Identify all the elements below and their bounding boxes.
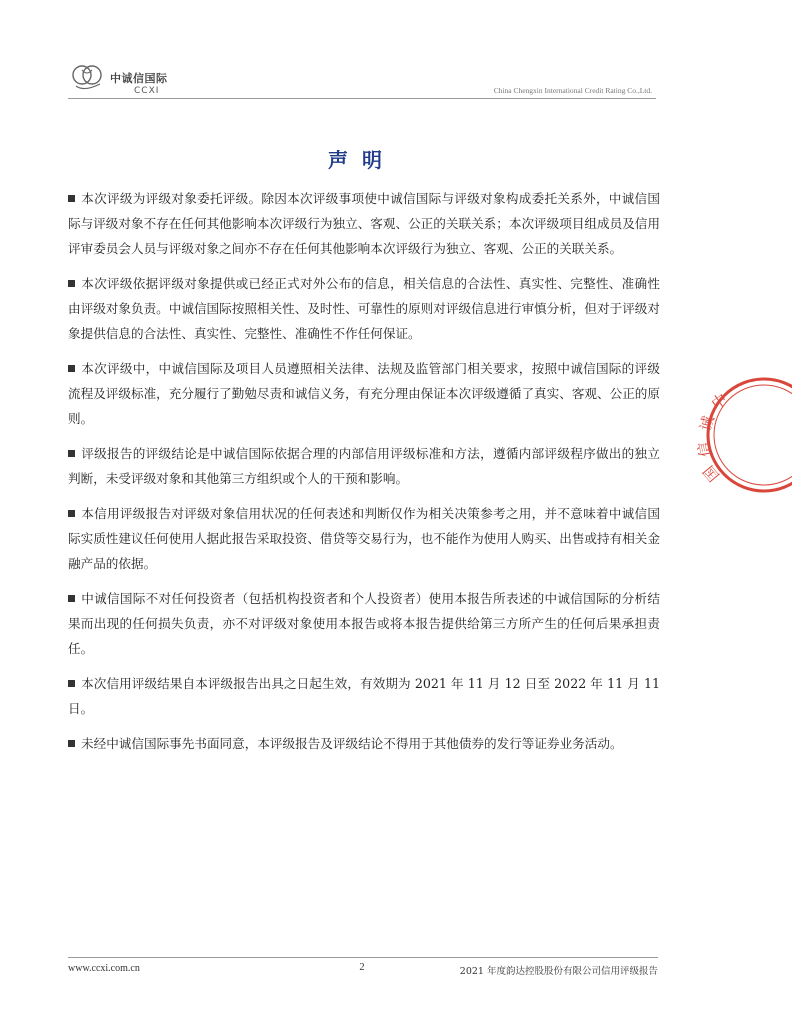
statement-paragraph [68, 186, 660, 261]
square-bullet-icon [68, 740, 75, 747]
footer-report-title: 2021 年度韵达控股股份有限公司信用评级报告 [459, 966, 658, 977]
square-bullet-icon [68, 595, 75, 602]
svg-text:信: 信 [694, 440, 715, 459]
company-name-en: China Chengxin International Credit Rating Co.,Ltd. [493, 86, 652, 95]
svg-text:国: 国 [699, 461, 724, 485]
statement-paragraph [68, 671, 660, 721]
ccxi-logo-icon [70, 62, 106, 94]
statement-paragraph [68, 586, 660, 661]
logo-text-en: CCXI [134, 86, 160, 96]
page-title: 声明 [328, 148, 396, 172]
paragraph-text: 本次评级依据评级对象提供或已经正式对外公布的信息，相关信息的合法性、真实性、完整性、准确性由评级对象负责。中诚信国际按照相关性、及时性、可靠性的原则对评级信息进行审慎分析，但对于评级对象提供信息的合法性、真实性、完整性、准确性不作任何保证。 [68, 276, 660, 341]
statement-paragraph [68, 271, 660, 346]
paragraph-text: 中诚信国际不对任何投资者（包括机构投资者和个人投资者）使用本报告所表述的中诚信国际的分析结果而出现的任何损失负责，亦不对评级对象使用本报告或将本报告提供给第三方所产生的任何后果承担责任。 [68, 591, 660, 656]
company-seal-stamp [694, 370, 792, 500]
statement-paragraph [68, 731, 660, 756]
paragraph-text: 本信用评级报告对评级对象信用状况的任何表述和判断仅作为相关决策参考之用，并不意味着中诚信国际实质性建议任何使用人据此报告采取投资、借贷等交易行为，也不能作为使用人购买、出售或持有相关金融产品的依据。 [68, 506, 660, 571]
square-bullet-icon [68, 365, 75, 372]
paragraph-text: 本次评级中，中诚信国际及项目人员遵照相关法律、法规及监管部门相关要求，按照中诚信国际的评级流程及评级标准，充分履行了勤勉尽责和诚信义务，有充分理由保证本次评级遵循了真实、客观、公正的原则。 [68, 361, 660, 426]
header-divider [68, 98, 656, 99]
statement-paragraph [68, 441, 660, 491]
footer-website: www.ccxi.com.cn [68, 963, 140, 974]
paragraph-text: 本次评级为评级对象委托评级。除因本次评级事项使中诚信国际与评级对象构成委托关系外，中诚信国际与评级对象不存在任何其他影响本次评级行为独立、客观、公正的关联关系；本次评级项目组成员及信用评审委员会人员与评级对象之间亦不存在任何其他影响本次评级行为独立、客观、公正的关联关系。 [68, 191, 660, 256]
svg-text:中: 中 [707, 389, 731, 414]
square-bullet-icon [68, 510, 75, 517]
square-bullet-icon [68, 680, 75, 687]
square-bullet-icon [68, 280, 75, 287]
square-bullet-icon [68, 450, 75, 457]
statement-paragraph [68, 356, 660, 431]
page-number: 2 [359, 962, 365, 973]
paragraph-text: 评级报告的评级结论是中诚信国际依据合理的内部信用评级标准和方法，遵循内部评级程序做出的独立判断，未受评级对象和其他第三方组织或个人的干预和影响。 [68, 446, 660, 486]
statement-paragraph [68, 501, 660, 576]
square-bullet-icon [68, 195, 75, 202]
logo-text-cn: 中诚信国际 [110, 72, 168, 85]
paragraph-text: 未经中诚信国际事先书面同意，本评级报告及评级结论不得用于其他债券的发行等证券业务活动。 [81, 736, 623, 751]
page-header [68, 60, 656, 102]
statement-body [68, 186, 660, 766]
svg-text:诚: 诚 [696, 413, 718, 434]
paragraph-text: 本次信用评级结果自本评级报告出具之日起生效，有效期为 2021 年 11 月 12 日至 2022 年 11 月 11 日。 [68, 676, 660, 716]
footer-divider [68, 957, 658, 958]
